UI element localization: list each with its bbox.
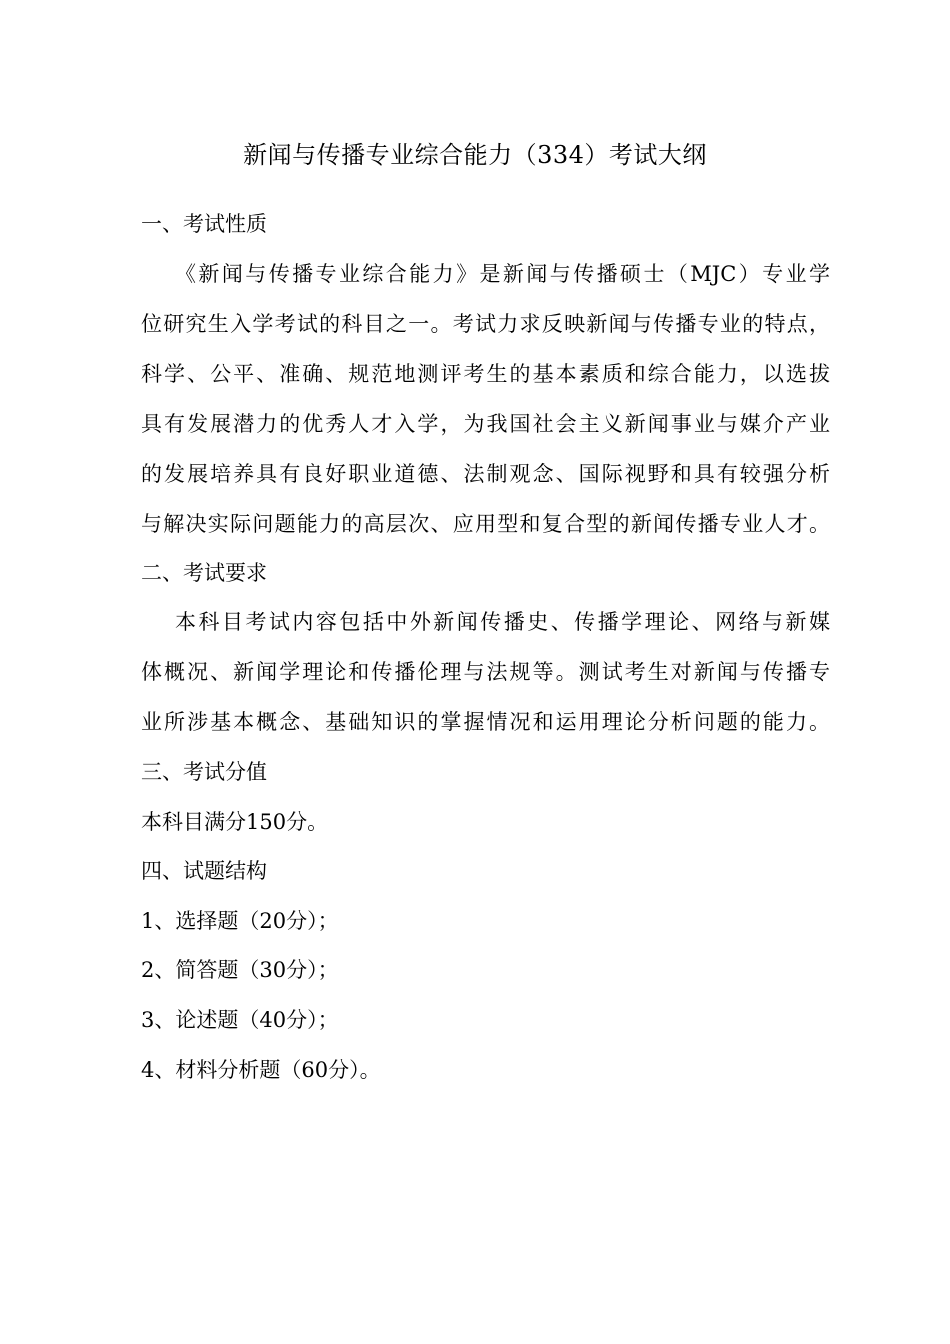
paragraph-line: 体概况、新闻学理论和传播伦理与法规等。测试考生对新闻与传播专 [141, 660, 830, 684]
paragraph-line: 具有发展潜力的优秀人才入学，为我国社会主义新闻事业与媒介产业 [141, 412, 830, 436]
paragraph-line: 《新闻与传播专业综合能力》是新闻与传播硕士（MJC）专业学 [175, 262, 830, 286]
section-heading-nature: 一、考试性质 [141, 212, 267, 236]
section-heading-score: 三、考试分值 [141, 760, 267, 784]
paragraph-line: 与解决实际问题能力的高层次、应用型和复合型的新闻传播专业人才。 [141, 512, 830, 536]
list-item: 3、论述题（40分）； [141, 1008, 339, 1032]
paragraph-line: 科学、公平、准确、规范地测评考生的基本素质和综合能力，以选拔 [141, 362, 830, 386]
list-item: 2、简答题（30分）； [141, 958, 339, 982]
paragraph-line: 业所涉基本概念、基础知识的掌握情况和运用理论分析问题的能力。 [141, 710, 830, 734]
paragraph-line: 本科目满分150分。 [141, 810, 329, 834]
document-title: 新闻与传播专业综合能力（334）考试大纲 [243, 141, 707, 169]
paragraph-line: 的发展培养具有良好职业道德、法制观念、国际视野和具有较强分析 [141, 462, 830, 486]
paragraph-line: 位研究生入学考试的科目之一。考试力求反映新闻与传播专业的特点， [141, 312, 830, 336]
paragraph-line: 本科目考试内容包括中外新闻传播史、传播学理论、网络与新媒 [175, 610, 830, 634]
list-item: 4、材料分析题（60分）。 [141, 1058, 381, 1082]
list-item: 1、选择题（20分）； [141, 909, 339, 933]
section-heading-structure: 四、试题结构 [141, 859, 267, 883]
section-heading-requirements: 二、考试要求 [141, 561, 267, 585]
